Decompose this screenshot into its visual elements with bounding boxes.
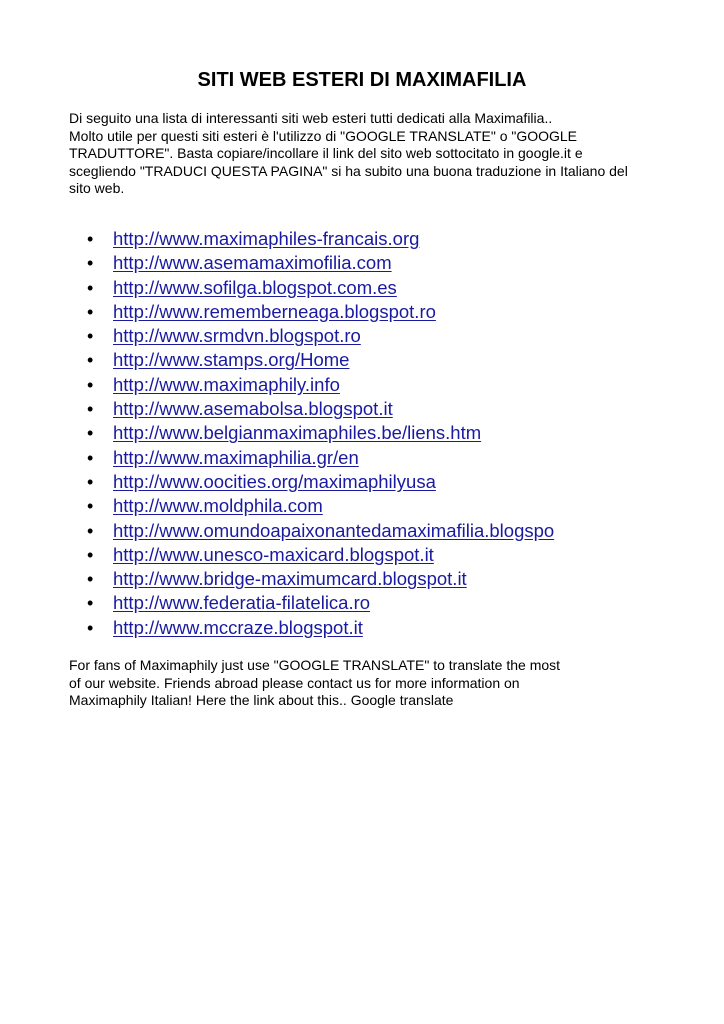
website-link[interactable]: http://www.srmdvn.blogspot.ro xyxy=(113,325,361,347)
bullet-icon: • xyxy=(87,471,94,492)
list-item xyxy=(87,519,554,543)
bullet-icon: • xyxy=(87,229,94,249)
website-link[interactable]: http://www.moldphila.com xyxy=(113,495,323,517)
list-item xyxy=(87,300,554,324)
list-item xyxy=(87,446,554,470)
bullet-icon: • xyxy=(87,326,94,347)
page-title: SITI WEB ESTERI DI MAXIMAFILIA xyxy=(197,69,527,91)
website-link[interactable]: http://www.bridge-maximumcard.blogspot.it xyxy=(113,568,467,590)
website-link[interactable]: http://www.stamps.org/Home xyxy=(113,349,350,371)
list-item xyxy=(87,348,554,372)
bullet-icon: • xyxy=(87,374,94,395)
bullet-icon: • xyxy=(87,399,94,420)
website-link[interactable]: http://www.sofilga.blogspot.com.es xyxy=(113,276,397,298)
list-item xyxy=(87,373,554,397)
intro-line: scegliendo "TRADUCI QUESTA PAGINA" si ha subito una buona traduzione in Italiano del xyxy=(69,162,628,179)
website-link[interactable]: http://www.federatia-filatelica.ro xyxy=(113,592,371,614)
footer-line: For fans of Maximaphily just use "GOOGLE TRANSLATE" to translate the most xyxy=(69,657,561,673)
list-item xyxy=(87,397,554,421)
list-item xyxy=(87,567,554,591)
website-link[interactable]: http://www.maximaphiles-francais.org xyxy=(113,228,420,249)
list-item xyxy=(87,421,554,445)
intro-line: Di seguito una lista di interessanti siti web esteri tutti dedicati alla Maximafilia.. xyxy=(69,110,553,126)
footer-line: Maximaphily Italian! Here the link about this.. Google translate xyxy=(69,692,454,708)
intro-paragraph xyxy=(69,110,669,198)
website-link[interactable]: http://www.asemabolsa.blogspot.it xyxy=(113,398,393,420)
bullet-icon: • xyxy=(87,520,94,541)
bullet-icon: • xyxy=(87,593,94,614)
footer-line: of our website. Friends abroad please contact us for more information on xyxy=(69,674,520,691)
website-link[interactable]: http://www.unesco-maxicard.blogspot.it xyxy=(113,543,434,565)
intro-line: TRADUTTORE". Basta copiare/incollare il link del sito web sottocitato in google.it e xyxy=(69,145,583,161)
bullet-icon: • xyxy=(87,447,94,468)
list-item xyxy=(87,276,554,300)
bullet-icon: • xyxy=(87,569,94,590)
intro-line: Molto utile per questi siti esteri è l'utilizzo di "GOOGLE TRANSLATE" o "GOOGLE xyxy=(69,127,578,144)
bullet-icon: • xyxy=(87,617,94,638)
bullet-icon: • xyxy=(87,423,94,444)
list-item xyxy=(87,227,554,251)
list-item xyxy=(87,470,554,494)
list-item xyxy=(87,616,554,640)
website-link[interactable]: http://www.omundoapaixonantedamaximafilia.blogspo xyxy=(113,519,555,541)
website-link[interactable]: http://www.asemamaximofilia.com xyxy=(113,252,392,274)
list-item xyxy=(87,251,554,275)
bullet-icon: • xyxy=(87,496,94,517)
bullet-icon: • xyxy=(87,277,94,298)
website-link[interactable]: http://www.maximaphily.info xyxy=(113,373,340,395)
website-link[interactable]: http://www.oocities.org/maximaphilyusa xyxy=(113,470,436,492)
footer-paragraph xyxy=(69,657,669,710)
website-link[interactable]: http://www.maximaphilia.gr/en xyxy=(113,446,359,468)
intro-line: sito web. xyxy=(69,180,125,196)
bullet-icon: • xyxy=(87,301,94,322)
website-link[interactable]: http://www.mccraze.blogspot.it xyxy=(113,616,363,638)
bullet-icon: • xyxy=(87,350,94,371)
list-item xyxy=(87,324,554,348)
list-item xyxy=(87,591,554,615)
bullet-icon: • xyxy=(87,253,94,274)
website-link[interactable]: http://www.rememberneaga.blogspot.ro xyxy=(113,300,436,322)
bullet-icon: • xyxy=(87,544,94,565)
list-item xyxy=(87,494,554,518)
list-item xyxy=(87,543,554,567)
website-link[interactable]: http://www.belgianmaximaphiles.be/liens.htm xyxy=(113,422,482,444)
website-link-list xyxy=(87,227,554,640)
